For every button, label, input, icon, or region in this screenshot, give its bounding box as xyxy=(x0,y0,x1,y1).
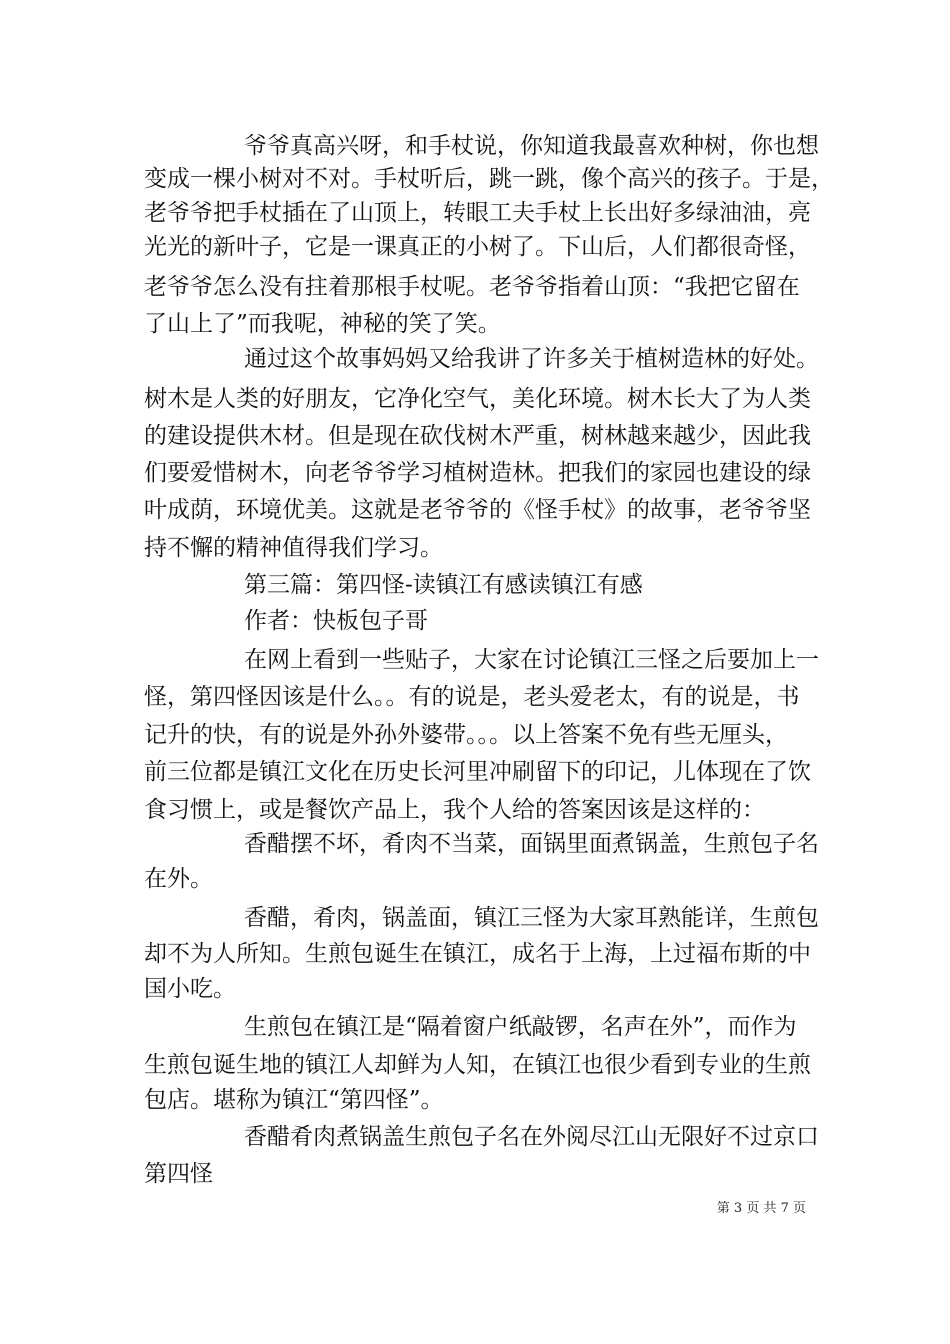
text-line: 香醋摆不坏，肴肉不当菜，面锅里面煮锅盖，生煎包子名 xyxy=(244,831,819,857)
text-line: 包店。堪称为镇江“第四怪”。 xyxy=(144,1087,444,1113)
text-line: 通过这个故事妈妈又给我讲了许多关于植树造林的好处。 xyxy=(244,346,819,372)
text-line: 在网上看到一些贴子，大家在讨论镇江三怪之后要加上一 xyxy=(244,647,819,673)
text-line: 生煎包在镇江是“隔着窗户纸敲锣，名声在外”，而作为 xyxy=(244,1014,797,1040)
author-line: 作者：快板包子哥 xyxy=(244,608,428,634)
text-line: 香醋，肴肉，锅盖面，镇江三怪为大家耳熟能详，生煎包 xyxy=(244,905,819,931)
text-line: 持不懈的精神值得我们学习。 xyxy=(144,535,443,561)
text-line: 前三位都是镇江文化在历史长河里冲刷留下的印记，儿体现在了饮 xyxy=(144,759,811,785)
text-line: 第四怪 xyxy=(144,1161,213,1187)
text-line: 变成一棵小树对不对。手杖听后，跳一跳，像个高兴的孩子。于是， xyxy=(144,166,834,192)
text-line: 国小吃。 xyxy=(144,976,236,1002)
text-line: 们要爱惜树木，向老爷爷学习植树造林。把我们的家园也建设的绿 xyxy=(144,460,811,486)
text-line: 怪，第四怪因该是什么。。有的说是，老头爱老太，有的说是，书 xyxy=(144,684,800,710)
text-line: 树木是人类的好朋友，它净化空气，美化环境。树木长大了为人类 xyxy=(144,386,811,412)
text-line: 叶成荫，环境优美。这就是老爷爷的《怪手杖》的故事，老爷爷坚 xyxy=(144,497,811,523)
text-line: 老爷爷怎么没有拄着那根手杖呢。老爷爷指着山顶：“我把它留在 xyxy=(144,274,800,300)
text-line: 生煎包诞生地的镇江人却鲜为人知，在镇江也很少看到专业的生煎 xyxy=(144,1052,811,1078)
page-number-footer: 第 3 页 共 7 页 xyxy=(716,1201,806,1216)
text-line: 在外。 xyxy=(144,866,213,892)
text-line: 光光的新叶子，它是一课真正的小树了。下山后，人们都很奇怪， xyxy=(144,234,811,260)
text-line: 的建设提供木材。但是现在砍伐树木严重，树林越来越少，因此我 xyxy=(144,423,811,449)
text-line: 记升的快，有的说是外孙外婆带。。。以上答案不免有些无厘头， xyxy=(144,722,788,748)
text-line: 香醋肴肉煮锅盖生煎包子名在外阅尽江山无限好不过京口 xyxy=(244,1124,819,1150)
text-line: 食习惯上，或是餐饮产品上，我个人给的答案因该是这样的： xyxy=(144,797,765,823)
text-line: 却不为人所知。生煎包诞生在镇江，成名于上海，上过福布斯的中 xyxy=(144,941,811,967)
text-line: 了山上了”而我呢，神秘的笑了笑。 xyxy=(144,311,501,337)
section-heading: 第三篇：第四怪-读镇江有感读镇江有感 xyxy=(244,572,643,598)
text-line: 爷爷真高兴呀，和手杖说，你知道我最喜欢种树，你也想 xyxy=(244,133,819,159)
text-line: 老爷爷把手杖插在了山顶上，转眼工夫手杖上长出好多绿油油，亮 xyxy=(144,200,811,226)
